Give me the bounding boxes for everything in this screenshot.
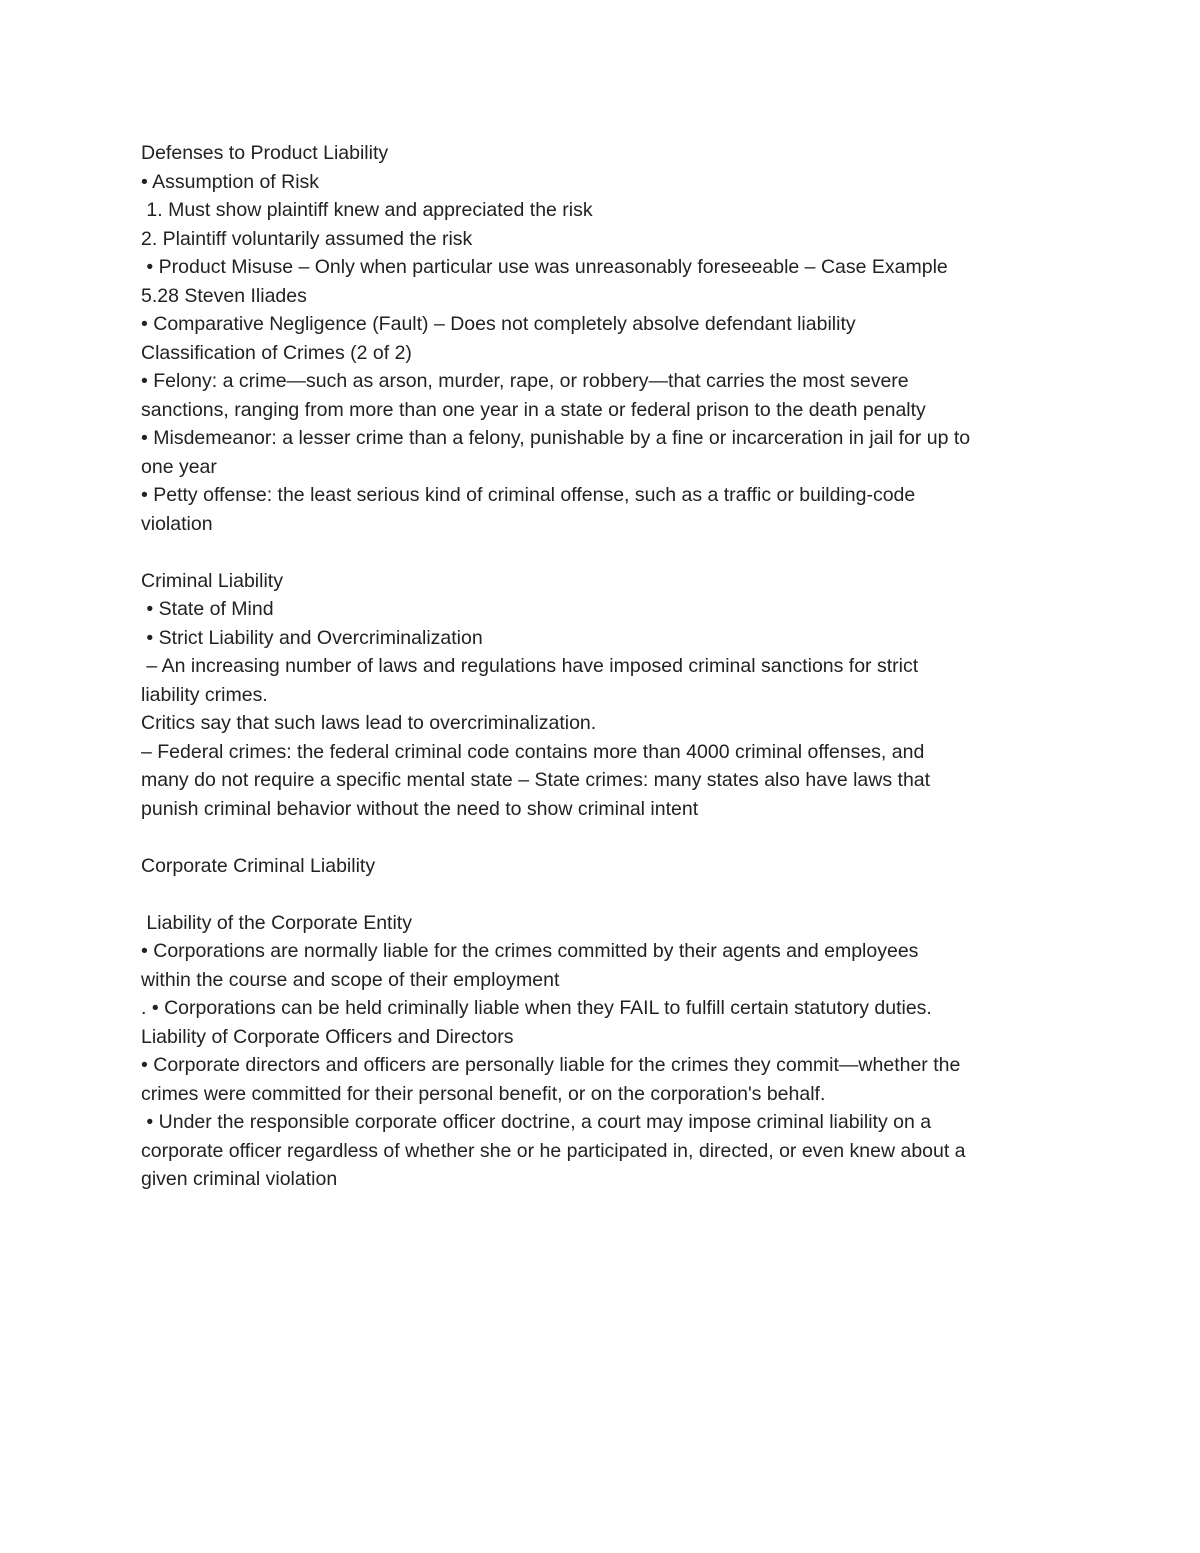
heading-defenses-product-liability: Defenses to Product Liability bbox=[141, 142, 389, 164]
heading-criminal-liability: Criminal Liability bbox=[141, 569, 283, 592]
text-line: given criminal violation bbox=[141, 1168, 338, 1190]
text-line: violation bbox=[141, 512, 213, 535]
text-line: – An increasing number of laws and regulations have imposed criminal sanctions for strict bbox=[141, 655, 919, 677]
text-line: Critics say that such laws lead to overcriminalization. bbox=[141, 712, 597, 734]
blank-line bbox=[141, 823, 1081, 852]
text-line: 1. Must show plaintiff knew and appreciated the risk bbox=[141, 199, 593, 221]
document-body bbox=[141, 139, 1081, 1194]
text-line: . • Corporations can be held criminally liable when they FAIL to fulfill certain statutory duties. bbox=[141, 997, 932, 1019]
text-line: 5.28 Steven Iliades bbox=[141, 284, 307, 307]
text-line: within the course and scope of their employment bbox=[141, 968, 560, 991]
text-line: • Assumption of Risk bbox=[141, 170, 320, 193]
text-line: corporate officer regardless of whether she or he participated in, directed, or even knew about a bbox=[141, 1139, 966, 1162]
heading-corporate-criminal-liability: Corporate Criminal Liability bbox=[141, 854, 376, 877]
text-line: • Corporations are normally liable for the crimes committed by their agents and employees bbox=[141, 940, 919, 962]
heading-classification-of-crimes: Classification of Crimes (2 of 2) bbox=[141, 341, 412, 364]
text-line: 2. Plaintiff voluntarily assumed the risk bbox=[141, 227, 473, 250]
text-line: • Misdemeanor: a lesser crime than a felony, punishable by a fine or incarceration in jail for up to bbox=[141, 427, 971, 449]
text-line: punish criminal behavior without the need to show criminal intent bbox=[141, 797, 699, 820]
text-line: • Corporate directors and officers are personally liable for the crimes they commit—whether the bbox=[141, 1054, 961, 1076]
text-line: • Felony: a crime—such as arson, murder, rape, or robbery—that carries the most severe bbox=[141, 370, 909, 392]
text-line: liability crimes. bbox=[141, 683, 268, 706]
text-line: • Product Misuse – Only when particular use was unreasonably foreseeable – Case Example bbox=[141, 256, 948, 278]
text-line: • State of Mind bbox=[141, 598, 274, 620]
blank-line bbox=[141, 880, 1081, 909]
text-line: – Federal crimes: the federal criminal code contains more than 4000 criminal offenses, and bbox=[141, 740, 925, 763]
blank-line bbox=[141, 538, 1081, 567]
subheading-liability-officers-directors: Liability of Corporate Officers and Directors bbox=[141, 1025, 514, 1048]
text-line: • Petty offense: the least serious kind of criminal offense, such as a traffic or building-code bbox=[141, 484, 916, 506]
text-line: crimes were committed for their personal benefit, or on the corporation's behalf. bbox=[141, 1082, 826, 1105]
text-line: • Strict Liability and Overcriminalization bbox=[141, 626, 483, 649]
subheading-liability-corporate-entity: Liability of the Corporate Entity bbox=[141, 911, 412, 934]
text-line: • Comparative Negligence (Fault) – Does not completely absolve defendant liability bbox=[141, 313, 856, 335]
text-line: one year bbox=[141, 455, 217, 478]
text-line: sanctions, ranging from more than one year in a state or federal prison to the death penalty bbox=[141, 398, 926, 421]
text-line: • Under the responsible corporate officer doctrine, a court may impose criminal liability on a bbox=[141, 1111, 932, 1133]
text-line: many do not require a specific mental state – State crimes: many states also have laws that bbox=[141, 769, 931, 791]
